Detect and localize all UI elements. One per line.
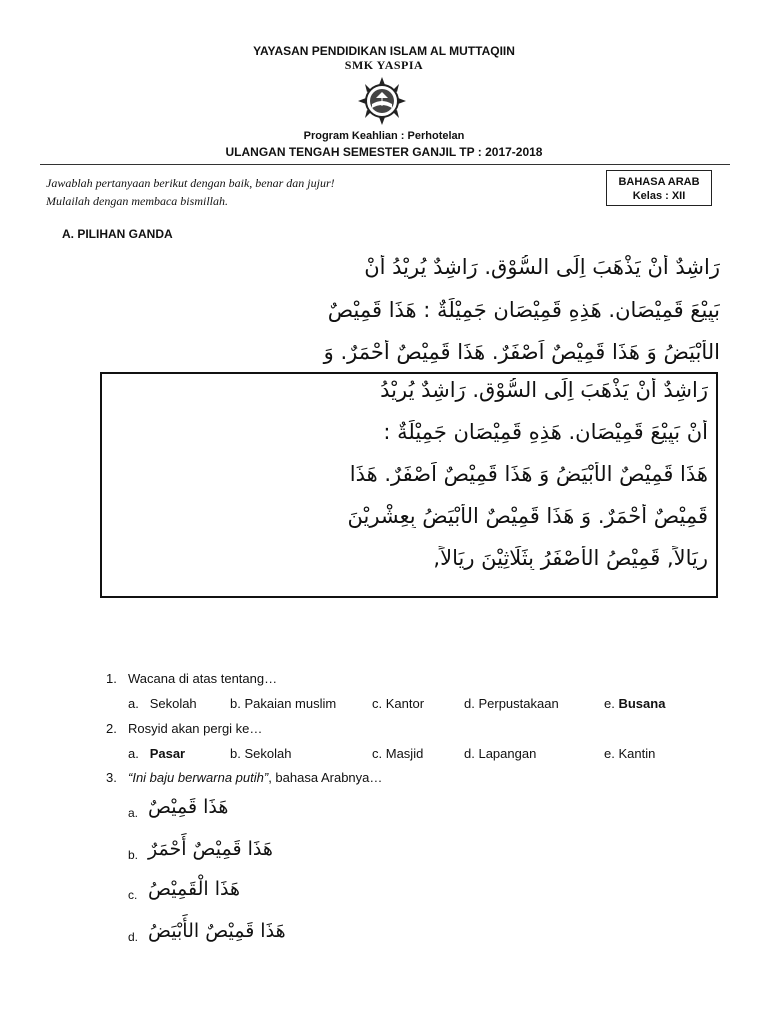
boxed-passage-line: رِيَالاً, قَمِيْصُ الأَصْفَرُ بِثَلَاثِيْنَ رِيَالاً, (433, 546, 708, 570)
boxed-passage-line: هَذَا قَمِيْصٌ الأَبْيَضُ وَ هَذَا قَمِيْصٌ اَصْفَرٌ. هَذَا (349, 462, 708, 486)
header-divider (40, 164, 730, 165)
option-b: b. Sekolah (230, 746, 292, 761)
question-number: 3. (106, 770, 117, 785)
option-b: b. Pakaian muslim (230, 696, 337, 711)
instruction-line-2: Mulailah dengan membaca bismillah. (46, 194, 228, 208)
question-text: Wacana di atas tentang… (128, 671, 278, 686)
option-a-letter: a. (128, 806, 139, 820)
question-text: “Ini baju berwarna putih”, bahasa Arabnya… (128, 770, 383, 785)
option-d-letter: d. (128, 930, 139, 944)
option-a: a. Pasar (128, 746, 186, 761)
option-d-arabic: هَذَا قَمِيْصٌ الأَبْيَضُ (148, 920, 286, 942)
option-c-letter: c. (128, 888, 138, 902)
passage-line: الأَبْيَضُ وَ هَذَا قَمِيْصٌ اَصْفَرٌ. هَذَا قَمِيْصٌ أَحْمَرٌ. وَ (323, 340, 720, 364)
instruction-line-1: Jawablah pertanyaan berikut dengan baik, benar dan jujur! (46, 176, 335, 190)
option-e: e. Busana (604, 696, 666, 711)
boxed-passage-line: أَنْ بَيِيْعَ قَمِيْصَانِ. هَذِهِ قَمِيْصَانِ جَمِيْلَةٌ : (383, 420, 708, 444)
passage-line: رَاشِدٌ أَنْ يَذْهَبَ اِلَى السُّوْقِ. رَاشِدٌ يُرِيْدُ أَنْ (364, 255, 720, 279)
option-b-arabic: هَذَا قَمِيْصٌ أَحْمَرٌ (148, 838, 273, 860)
option-d: d. Lapangan (464, 746, 537, 761)
option-a: a. Sekolah (128, 696, 197, 711)
foundation-name: YAYASAN PENDIDIKAN ISLAM AL MUTTAQIIN (253, 44, 515, 58)
school-name: SMK YASPIA (344, 58, 424, 72)
school-emblem-icon (348, 76, 416, 126)
passage-box (100, 372, 718, 598)
option-e: e. Kantin (604, 746, 656, 761)
program-label: Program Keahlian : Perhotelan (303, 130, 465, 142)
option-c: c. Masjid (372, 746, 424, 761)
section-title: A. PILIHAN GANDA (62, 227, 173, 241)
exam-title: ULANGAN TENGAH SEMESTER GANJIL TP : 2017-2018 (225, 145, 543, 159)
option-c: c. Kantor (372, 696, 425, 711)
option-d: d. Perpustakaan (464, 696, 559, 711)
class-label: Kelas : XII (632, 190, 686, 202)
question-number: 2. (106, 721, 117, 736)
question-text: Rosyid akan pergi ke… (128, 721, 263, 736)
boxed-passage-line: قَمِيْصٌ أَحْمَرٌ. وَ هَذَا قَمِيْصٌ الأَبْيَضُ بِعِشْرِيْنَ (347, 504, 708, 528)
option-a-arabic: هَذَا قَمِيْصٌ (148, 796, 229, 818)
question-number: 1. (106, 671, 117, 686)
option-b-letter: b. (128, 848, 139, 862)
subject-name: BAHASA ARAB (618, 176, 700, 188)
passage-line: بَيِيْعَ قَمِيْصَانِ. هَذِهِ قَمِيْصَانِ جَمِيْلَةٌ : هَذَا قَمِيْصٌ (327, 298, 720, 322)
boxed-passage-line: رَاشِدٌ أَنْ يَذْهَبَ اِلَى السُّوْقِ. رَاشِدٌ يُرِيْدُ (380, 378, 708, 402)
option-c-arabic: هَذَا الْقَمِيْصُ (148, 878, 240, 900)
subject-box (606, 170, 712, 206)
